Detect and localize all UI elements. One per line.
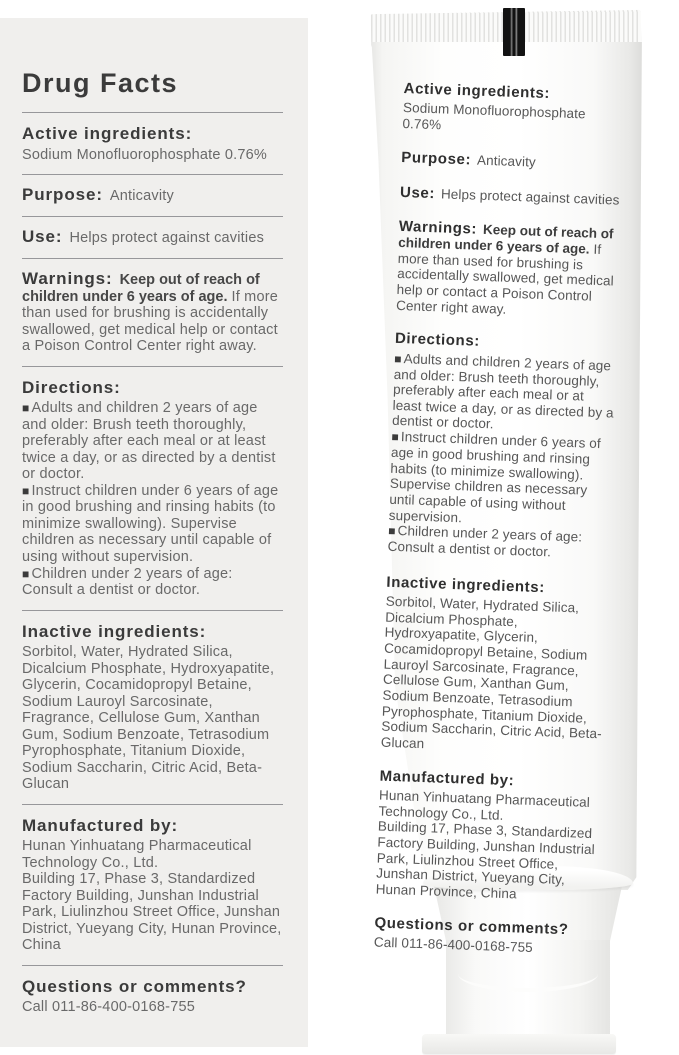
warnings-heading: Warnings:	[22, 269, 113, 289]
active-ingredients-heading: Active ingredients:	[22, 124, 193, 143]
section-inactive-ingredients	[381, 574, 609, 758]
manufacturer-name: Hunan Yinhuatang Pharmaceutical Technology Co., Ltd.	[22, 838, 252, 871]
inactive-ingredients-list: Sorbitol, Water, Hydrated Silica, Dicalcium Phosphate, Hydroxyapatite, Glycerin, Cocamidopropyl Betaine, Sodium Lauroyl Sarcosinate, Fragrance, Cellulose Gum, Xanthan Gum, Sodium Benzoate, Tetrasodium Pyrophosphate, Titanium Dioxide, Sodium Saccharin, Citric Acid, Beta-Glucan	[380, 593, 602, 752]
section-warnings	[22, 270, 283, 355]
directions-item-text: Children under 2 years of age: Consult a dentist or doctor.	[387, 523, 583, 560]
manufactured-by-heading: Manufactured by:	[379, 767, 515, 789]
purpose-heading: Purpose:	[22, 185, 103, 205]
directions-item-text: Adults and children 2 years of age and older: Brush teeth thoroughly, preferably after each meal or at least twice a day, or as directed by a dentist or doctor.	[22, 400, 276, 483]
purpose-heading: Purpose:	[401, 148, 472, 168]
section-use	[400, 183, 622, 209]
section-warnings	[396, 218, 621, 320]
questions-phone: Call 011-86-400-0168-755	[373, 934, 534, 955]
divider	[22, 258, 283, 259]
directions-item	[387, 523, 610, 562]
directions-item-text: Instruct children under 6 years of age in good brushing and rinsing habits (to minimize swallowing). Supervise children as necessary until capable of using without supervision.	[388, 429, 602, 525]
divider	[22, 610, 283, 611]
directions-item	[22, 483, 283, 566]
manufacturer-address: Building 17, Phase 3, Standardized Factory Building, Junshan Industrial Park, Liulinzhou Street Office, Junshan District, Yueyang City, Hunan Province, China	[375, 818, 595, 902]
questions-phone: Call 011-86-400-0168-755	[22, 999, 196, 1016]
inactive-ingredients-list: Sorbitol, Water, Hydrated Silica, Dicalcium Phosphate, Hydroxyapatite, Glycerin, Cocamidopropyl Betaine, Sodium Lauroyl Sarcosinate, Fragrance, Cellulose Gum, Xanthan Gum, Sodium Benzoate, Tetrasodium Pyrophosphate, Titanium Dioxide, Sodium Saccharin, Citric Acid, Beta-Glucan	[22, 644, 275, 793]
use-value: Helps protect against cavities	[440, 185, 620, 208]
section-use	[22, 228, 283, 247]
square-bullet-icon: ■	[388, 524, 396, 539]
section-manufactured-by	[22, 816, 283, 954]
warnings-bold-text: Keep out of reach of children under 6 years of age.	[22, 272, 260, 305]
warnings-bold-text: Keep out of reach of children under 6 years of age.	[398, 221, 614, 257]
section-purpose	[401, 149, 623, 175]
divider	[22, 174, 283, 175]
divider	[22, 965, 283, 966]
drug-facts-title: Drug Facts	[22, 68, 179, 98]
directions-item	[392, 350, 617, 436]
divider	[22, 804, 283, 805]
questions-heading: Questions or comments?	[374, 914, 569, 938]
divider	[22, 112, 283, 113]
active-ingredients-value: Sodium Monofluorophosphate 0.76%	[22, 146, 268, 163]
section-manufactured-by	[375, 767, 601, 905]
divider	[22, 366, 283, 367]
divider	[22, 216, 283, 217]
use-heading: Use:	[399, 183, 436, 202]
directions-item-text: Instruct children under 6 years of age in good brushing and rinsing habits (to minimize swallowing). Supervise children as necessary until capable of using without supervision.	[22, 482, 279, 565]
section-inactive-ingredients	[22, 622, 283, 793]
warnings-body-text: If more than used for brushing is accidentally swallowed, get medical help or contact a Poison Control Center right away.	[395, 241, 614, 317]
drug-facts-panel	[0, 18, 308, 1047]
inactive-ingredients-heading: Inactive ingredients:	[386, 573, 546, 597]
purpose-value: Anticavity	[109, 188, 174, 205]
manufacturer-address: Building 17, Phase 3, Standardized Factory Building, Junshan Industrial Park, Liulinzhou Street Office, Junshan District, Yueyang City, Hunan Province, China	[22, 871, 282, 954]
active-ingredients-heading: Active ingredients:	[403, 80, 551, 103]
directions-item-text: Children under 2 years of age: Consult a dentist or doctor.	[22, 565, 233, 599]
active-ingredients-value: Sodium Monofluorophosphate 0.76%	[402, 100, 586, 133]
tube-cap-base	[422, 1034, 616, 1054]
tube-printed-label	[373, 80, 626, 975]
warnings-heading: Warnings:	[398, 217, 478, 238]
section-directions	[387, 330, 617, 562]
directions-item	[389, 429, 614, 531]
registration-mark-icon	[503, 8, 525, 56]
directions-heading: Directions:	[394, 330, 481, 351]
square-bullet-icon: ■	[22, 401, 30, 416]
section-questions	[374, 914, 597, 958]
section-active-ingredients	[22, 124, 283, 163]
square-bullet-icon: ■	[22, 566, 30, 581]
manufacturer-name: Hunan Yinhuatang Pharmaceutical Technology Co., Ltd.	[378, 787, 591, 823]
directions-item	[22, 566, 283, 599]
section-purpose	[22, 186, 283, 205]
section-active-ingredients	[402, 80, 626, 139]
inactive-ingredients-heading: Inactive ingredients:	[22, 621, 207, 641]
drug-facts-content	[0, 18, 308, 1016]
square-bullet-icon: ■	[394, 351, 402, 366]
use-value: Helps protect against cavities	[69, 230, 265, 247]
section-questions	[22, 977, 283, 1016]
use-heading: Use:	[22, 227, 63, 247]
section-directions	[22, 378, 283, 599]
directions-heading: Directions:	[22, 377, 121, 397]
purpose-value: Anticavity	[476, 152, 537, 170]
manufactured-by-heading: Manufactured by:	[22, 815, 179, 835]
directions-item	[22, 400, 283, 483]
questions-heading: Questions or comments?	[22, 976, 247, 996]
square-bullet-icon: ■	[391, 429, 400, 445]
directions-item-text: Adults and children 2 years of age and older: Brush teeth thoroughly, preferably after each meal or at least twice a day, or as directed by a dentist or doctor.	[391, 350, 614, 432]
warnings-body-text: If more than used for brushing is accidentally swallowed, get medical help or contact a Poison Control Center right away.	[22, 288, 279, 355]
square-bullet-icon: ■	[22, 483, 30, 498]
toothpaste-tube	[366, 8, 643, 1055]
